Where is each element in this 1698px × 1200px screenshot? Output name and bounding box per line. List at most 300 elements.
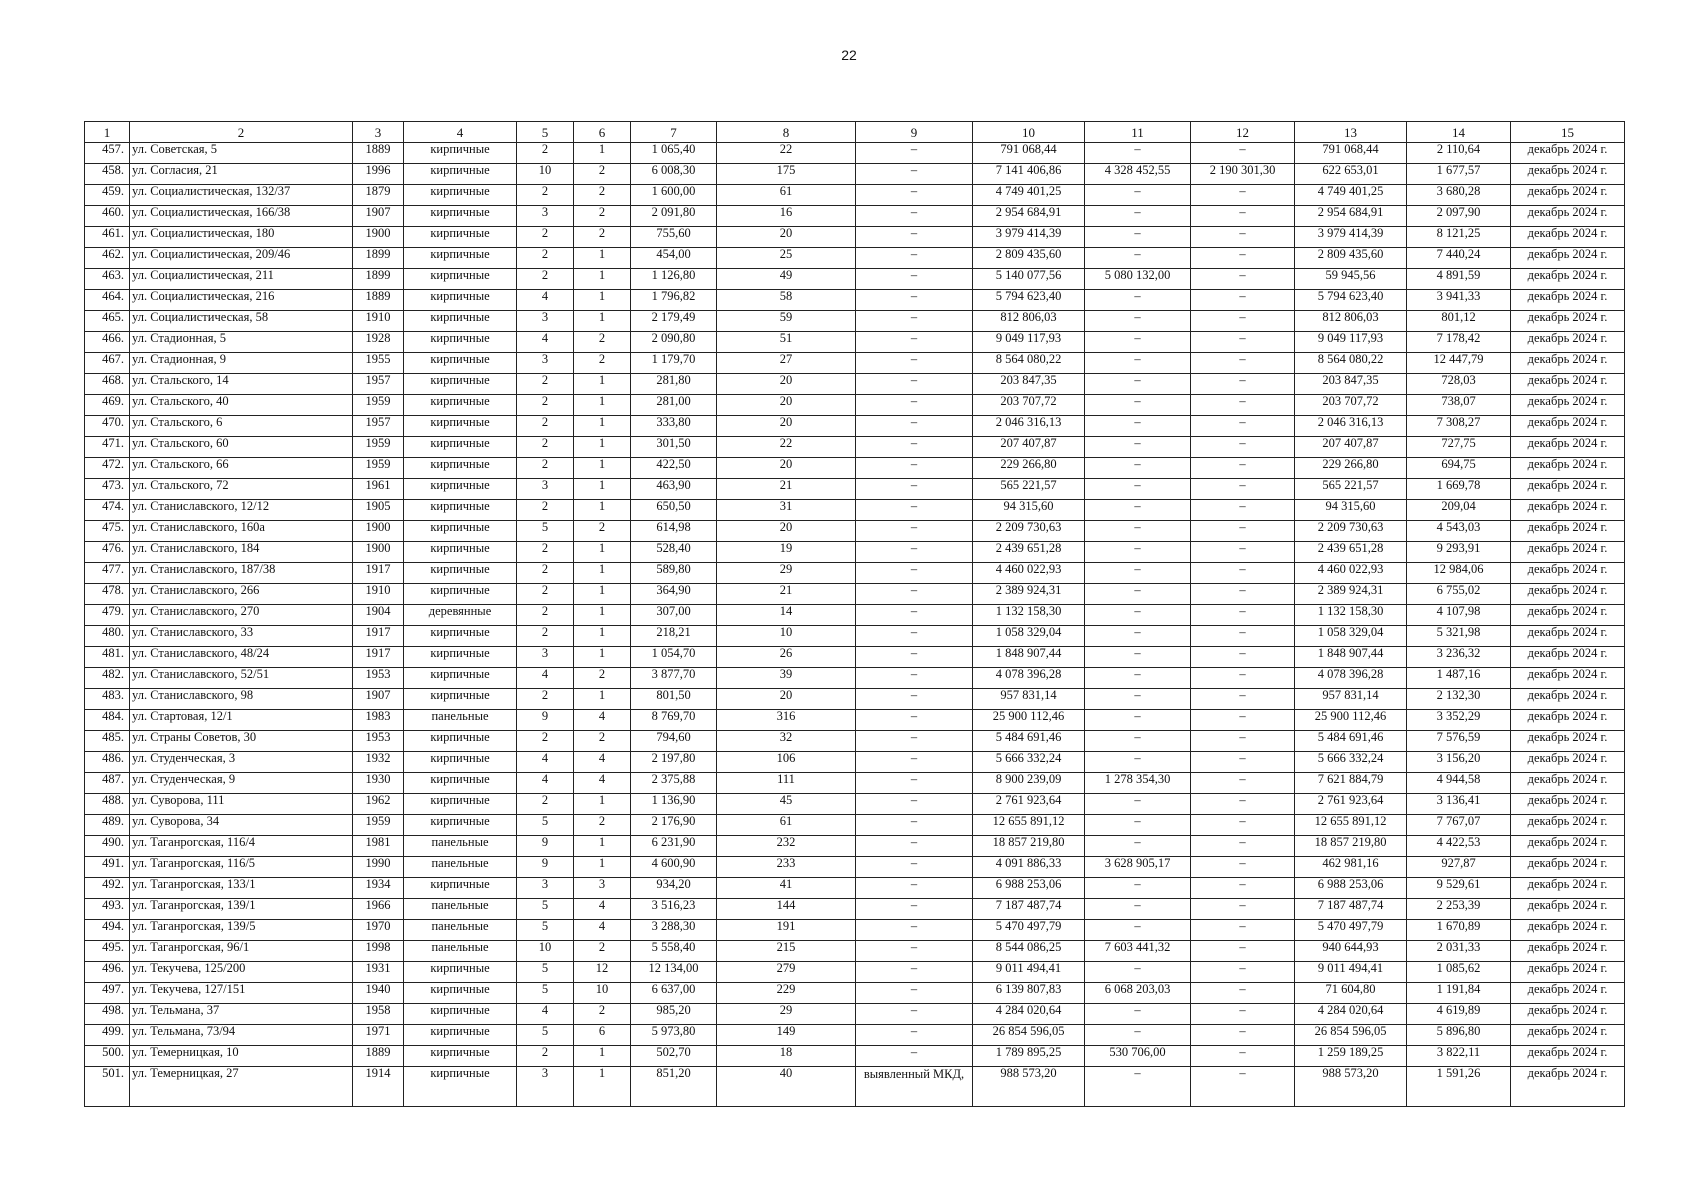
table-cell-col-13: 622 653,01: [1295, 164, 1407, 185]
column-header-8: 8: [717, 122, 856, 143]
column-header-2: 2: [130, 122, 353, 143]
table-row: [85, 857, 1625, 878]
table-cell-col-5: 5: [517, 920, 574, 941]
table-cell-col-2: ул. Стальского, 40: [130, 395, 353, 416]
table-row: [85, 941, 1625, 962]
column-header-14: 14: [1407, 122, 1511, 143]
table-cell-col-4: кирпичные: [404, 143, 517, 164]
table-cell-col-9: –: [856, 458, 973, 479]
table-cell-col-7: 6 637,00: [631, 983, 717, 1004]
table-cell-col-1: 474.: [85, 500, 130, 521]
table-cell-col-14: 1 591,26: [1407, 1067, 1511, 1107]
table-cell-col-3: 1917: [353, 647, 404, 668]
table-cell-col-12: –: [1191, 311, 1295, 332]
table-cell-col-14: 9 293,91: [1407, 542, 1511, 563]
table-cell-col-15: декабрь 2024 г.: [1511, 794, 1625, 815]
table-cell-col-6: 1: [574, 1067, 631, 1107]
table-cell-col-1: 475.: [85, 521, 130, 542]
table-cell-col-12: –: [1191, 269, 1295, 290]
table-cell-col-11: –: [1085, 605, 1191, 626]
table-cell-col-13: 12 655 891,12: [1295, 815, 1407, 836]
table-cell-col-13: 229 266,80: [1295, 458, 1407, 479]
table-cell-col-2: ул. Таганрогская, 116/4: [130, 836, 353, 857]
table-cell-col-2: ул. Станиславского, 98: [130, 689, 353, 710]
table-row: [85, 899, 1625, 920]
table-cell-col-2: ул. Стальского, 66: [130, 458, 353, 479]
table-cell-col-1: 501.: [85, 1067, 130, 1107]
table-cell-col-5: 5: [517, 815, 574, 836]
table-cell-col-7: 8 769,70: [631, 710, 717, 731]
table-cell-col-1: 473.: [85, 479, 130, 500]
table-cell-col-3: 1889: [353, 1046, 404, 1067]
table-cell-col-14: 3 352,29: [1407, 710, 1511, 731]
table-cell-col-11: –: [1085, 1067, 1191, 1107]
table-cell-col-6: 1: [574, 290, 631, 311]
table-cell-col-14: 209,04: [1407, 500, 1511, 521]
table-cell-col-5: 3: [517, 647, 574, 668]
table-cell-col-6: 2: [574, 1004, 631, 1025]
table-cell-col-8: 233: [717, 857, 856, 878]
table-cell-col-4: кирпичные: [404, 437, 517, 458]
table-cell-col-15: декабрь 2024 г.: [1511, 353, 1625, 374]
table-cell-col-2: ул. Тельмана, 73/94: [130, 1025, 353, 1046]
table-cell-col-10: 2 761 923,64: [973, 794, 1085, 815]
table-cell-col-2: ул. Стартовая, 12/1: [130, 710, 353, 731]
table-cell-col-8: 26: [717, 647, 856, 668]
table-cell-col-3: 1998: [353, 941, 404, 962]
table-cell-col-5: 2: [517, 227, 574, 248]
table-cell-col-10: 8 544 086,25: [973, 941, 1085, 962]
column-header-7: 7: [631, 122, 717, 143]
table-cell-col-11: –: [1085, 689, 1191, 710]
table-cell-col-13: 957 831,14: [1295, 689, 1407, 710]
table-cell-col-11: –: [1085, 584, 1191, 605]
table-cell-col-5: 4: [517, 332, 574, 353]
table-cell-col-14: 12 447,79: [1407, 353, 1511, 374]
table-cell-col-9: –: [856, 542, 973, 563]
table-cell-col-4: деревянные: [404, 605, 517, 626]
table-cell-col-12: –: [1191, 584, 1295, 605]
table-cell-col-1: 497.: [85, 983, 130, 1004]
column-header-5: 5: [517, 122, 574, 143]
table-cell-col-1: 498.: [85, 1004, 130, 1025]
table-cell-col-3: 1962: [353, 794, 404, 815]
table-cell-col-2: ул. Суворова, 34: [130, 815, 353, 836]
table-cell-col-15: декабрь 2024 г.: [1511, 437, 1625, 458]
table-cell-col-11: 5 080 132,00: [1085, 269, 1191, 290]
table-cell-col-13: 203 847,35: [1295, 374, 1407, 395]
table-cell-col-11: –: [1085, 920, 1191, 941]
table-row: [85, 164, 1625, 185]
table-cell-col-14: 3 236,32: [1407, 647, 1511, 668]
table-cell-col-5: 4: [517, 290, 574, 311]
table-cell-col-2: ул. Таганрогская, 139/1: [130, 899, 353, 920]
table-row: [85, 563, 1625, 584]
table-cell-col-15: декабрь 2024 г.: [1511, 479, 1625, 500]
table-cell-col-7: 794,60: [631, 731, 717, 752]
table-cell-col-10: 5 470 497,79: [973, 920, 1085, 941]
table-cell-col-4: кирпичные: [404, 521, 517, 542]
table-cell-col-13: 5 470 497,79: [1295, 920, 1407, 941]
table-cell-col-1: 485.: [85, 731, 130, 752]
table-cell-col-12: –: [1191, 647, 1295, 668]
table-cell-col-11: 530 706,00: [1085, 1046, 1191, 1067]
table-cell-col-13: 462 981,16: [1295, 857, 1407, 878]
table-cell-col-8: 10: [717, 626, 856, 647]
table-cell-col-15: декабрь 2024 г.: [1511, 836, 1625, 857]
table-cell-col-8: 51: [717, 332, 856, 353]
column-header-9: 9: [856, 122, 973, 143]
table-cell-col-8: 31: [717, 500, 856, 521]
table-cell-col-8: 21: [717, 479, 856, 500]
table-cell-col-2: ул. Социалистическая, 180: [130, 227, 353, 248]
table-cell-col-5: 5: [517, 521, 574, 542]
table-cell-col-7: 1 796,82: [631, 290, 717, 311]
table-cell-col-2: ул. Станиславского, 52/51: [130, 668, 353, 689]
table-cell-col-10: 229 266,80: [973, 458, 1085, 479]
table-cell-col-1: 478.: [85, 584, 130, 605]
table-cell-col-1: 488.: [85, 794, 130, 815]
table-cell-col-9: –: [856, 1025, 973, 1046]
table-cell-col-4: кирпичные: [404, 878, 517, 899]
table-cell-col-9: –: [856, 248, 973, 269]
table-cell-col-3: 1983: [353, 710, 404, 731]
table-cell-col-12: –: [1191, 689, 1295, 710]
table-cell-col-5: 9: [517, 836, 574, 857]
table-row: [85, 584, 1625, 605]
table-cell-col-2: ул. Советская, 5: [130, 143, 353, 164]
table-cell-col-3: 1889: [353, 290, 404, 311]
table-cell-col-7: 218,21: [631, 626, 717, 647]
table-cell-col-9: –: [856, 185, 973, 206]
table-cell-col-11: –: [1085, 710, 1191, 731]
table-cell-col-6: 12: [574, 962, 631, 983]
table-cell-col-8: 61: [717, 185, 856, 206]
table-cell-col-8: 175: [717, 164, 856, 185]
table-cell-col-12: –: [1191, 458, 1295, 479]
table-cell-col-14: 2 132,30: [1407, 689, 1511, 710]
table-cell-col-10: 2 046 316,13: [973, 416, 1085, 437]
table-cell-col-4: панельные: [404, 710, 517, 731]
table-cell-col-14: 727,75: [1407, 437, 1511, 458]
table-cell-col-8: 39: [717, 668, 856, 689]
table-cell-col-15: декабрь 2024 г.: [1511, 395, 1625, 416]
table-cell-col-13: 3 979 414,39: [1295, 227, 1407, 248]
table-cell-col-14: 5 321,98: [1407, 626, 1511, 647]
table-cell-col-2: ул. Текучева, 125/200: [130, 962, 353, 983]
table-cell-col-1: 479.: [85, 605, 130, 626]
table-cell-col-4: кирпичные: [404, 374, 517, 395]
table-cell-col-15: декабрь 2024 г.: [1511, 542, 1625, 563]
table-cell-col-15: декабрь 2024 г.: [1511, 941, 1625, 962]
table-cell-col-4: кирпичные: [404, 815, 517, 836]
table-row: [85, 248, 1625, 269]
table-cell-col-9: –: [856, 647, 973, 668]
table-cell-col-1: 467.: [85, 353, 130, 374]
table-cell-col-8: 29: [717, 1004, 856, 1025]
table-cell-col-2: ул. Согласия, 21: [130, 164, 353, 185]
table-cell-col-5: 2: [517, 731, 574, 752]
table-cell-col-10: 5 484 691,46: [973, 731, 1085, 752]
table-cell-col-7: 5 973,80: [631, 1025, 717, 1046]
table-cell-col-14: 4 891,59: [1407, 269, 1511, 290]
table-cell-col-10: 6 988 253,06: [973, 878, 1085, 899]
table-cell-col-13: 940 644,93: [1295, 941, 1407, 962]
table-cell-col-2: ул. Социалистическая, 211: [130, 269, 353, 290]
table-cell-col-13: 9 011 494,41: [1295, 962, 1407, 983]
table-cell-col-6: 2: [574, 164, 631, 185]
table-cell-col-12: –: [1191, 941, 1295, 962]
table-cell-col-5: 9: [517, 857, 574, 878]
table-cell-col-11: –: [1085, 227, 1191, 248]
table-cell-col-6: 1: [574, 563, 631, 584]
table-cell-col-10: 7 187 487,74: [973, 899, 1085, 920]
table-cell-col-13: 5 484 691,46: [1295, 731, 1407, 752]
table-cell-col-11: –: [1085, 731, 1191, 752]
table-cell-col-2: ул. Стальского, 14: [130, 374, 353, 395]
table-cell-col-3: 1970: [353, 920, 404, 941]
table-cell-col-2: ул. Социалистическая, 166/38: [130, 206, 353, 227]
table-cell-col-1: 483.: [85, 689, 130, 710]
table-cell-col-15: декабрь 2024 г.: [1511, 815, 1625, 836]
table-cell-col-13: 2 439 651,28: [1295, 542, 1407, 563]
table-cell-col-7: 650,50: [631, 500, 717, 521]
table-row: [85, 1025, 1625, 1046]
table-cell-col-15: декабрь 2024 г.: [1511, 563, 1625, 584]
table-cell-col-3: 1955: [353, 353, 404, 374]
table-cell-col-1: 482.: [85, 668, 130, 689]
table-cell-col-4: кирпичные: [404, 542, 517, 563]
table-cell-col-3: 1900: [353, 227, 404, 248]
table-cell-col-13: 71 604,80: [1295, 983, 1407, 1004]
table-cell-col-3: 1958: [353, 1004, 404, 1025]
table-cell-col-12: –: [1191, 542, 1295, 563]
table-cell-col-7: 364,90: [631, 584, 717, 605]
table-cell-col-3: 1905: [353, 500, 404, 521]
table-cell-col-12: –: [1191, 983, 1295, 1004]
table-cell-col-13: 26 854 596,05: [1295, 1025, 1407, 1046]
table-cell-col-9: выявленный МКД,: [856, 1067, 973, 1107]
table-cell-col-2: ул. Текучева, 127/151: [130, 983, 353, 1004]
table-cell-col-9: –: [856, 353, 973, 374]
table-cell-col-14: 7 440,24: [1407, 248, 1511, 269]
table-cell-col-9: –: [856, 941, 973, 962]
table-cell-col-15: декабрь 2024 г.: [1511, 500, 1625, 521]
table-cell-col-6: 3: [574, 878, 631, 899]
table-cell-col-15: декабрь 2024 г.: [1511, 899, 1625, 920]
table-cell-col-2: ул. Страны Советов, 30: [130, 731, 353, 752]
table-cell-col-14: 8 121,25: [1407, 227, 1511, 248]
table-cell-col-12: –: [1191, 521, 1295, 542]
table-cell-col-2: ул. Темерницкая, 27: [130, 1067, 353, 1107]
table-cell-col-10: 2 809 435,60: [973, 248, 1085, 269]
table-cell-col-10: 94 315,60: [973, 500, 1085, 521]
table-cell-col-10: 4 091 886,33: [973, 857, 1085, 878]
table-cell-col-3: 1966: [353, 899, 404, 920]
table-cell-col-13: 1 132 158,30: [1295, 605, 1407, 626]
table-cell-col-10: 812 806,03: [973, 311, 1085, 332]
table-cell-col-10: 4 078 396,28: [973, 668, 1085, 689]
table-cell-col-8: 149: [717, 1025, 856, 1046]
table-cell-col-4: панельные: [404, 920, 517, 941]
table-cell-col-8: 18: [717, 1046, 856, 1067]
table-cell-col-8: 59: [717, 311, 856, 332]
table-cell-col-12: –: [1191, 206, 1295, 227]
table-cell-col-12: –: [1191, 731, 1295, 752]
table-cell-col-3: 1981: [353, 836, 404, 857]
table-cell-col-2: ул. Социалистическая, 209/46: [130, 248, 353, 269]
table-cell-col-4: кирпичные: [404, 353, 517, 374]
table-cell-col-5: 5: [517, 899, 574, 920]
table-cell-col-9: –: [856, 710, 973, 731]
table-cell-col-6: 1: [574, 542, 631, 563]
table-cell-col-15: декабрь 2024 г.: [1511, 920, 1625, 941]
table-cell-col-13: 4 460 022,93: [1295, 563, 1407, 584]
table-cell-col-8: 14: [717, 605, 856, 626]
table-cell-col-12: –: [1191, 437, 1295, 458]
table-cell-col-5: 5: [517, 983, 574, 1004]
table-cell-col-8: 316: [717, 710, 856, 731]
table-cell-col-10: 5 140 077,56: [973, 269, 1085, 290]
table-cell-col-2: ул. Студенческая, 3: [130, 752, 353, 773]
table-cell-col-9: –: [856, 164, 973, 185]
table-row: [85, 143, 1625, 164]
table-cell-col-12: –: [1191, 500, 1295, 521]
table-row: [85, 437, 1625, 458]
table-cell-col-4: кирпичные: [404, 668, 517, 689]
table-cell-col-5: 2: [517, 1046, 574, 1067]
table-cell-col-10: 1 058 329,04: [973, 626, 1085, 647]
table-cell-col-2: ул. Станиславского, 33: [130, 626, 353, 647]
table-cell-col-13: 791 068,44: [1295, 143, 1407, 164]
table-cell-col-14: 2 110,64: [1407, 143, 1511, 164]
table-cell-col-5: 3: [517, 878, 574, 899]
table-cell-col-5: 2: [517, 395, 574, 416]
table-cell-col-12: –: [1191, 815, 1295, 836]
table-cell-col-5: 10: [517, 941, 574, 962]
table-cell-col-7: 307,00: [631, 605, 717, 626]
table-cell-col-9: –: [856, 794, 973, 815]
table-cell-col-11: –: [1085, 962, 1191, 983]
table-cell-col-1: 459.: [85, 185, 130, 206]
table-cell-col-7: 301,50: [631, 437, 717, 458]
table-cell-col-5: 3: [517, 1067, 574, 1107]
table-cell-col-6: 4: [574, 752, 631, 773]
table-cell-col-6: 1: [574, 689, 631, 710]
table-cell-col-8: 20: [717, 416, 856, 437]
table-cell-col-12: –: [1191, 920, 1295, 941]
table-cell-col-9: –: [856, 668, 973, 689]
table-cell-col-1: 494.: [85, 920, 130, 941]
table-cell-col-1: 477.: [85, 563, 130, 584]
table-cell-col-11: –: [1085, 143, 1191, 164]
table-cell-col-15: декабрь 2024 г.: [1511, 164, 1625, 185]
table-cell-col-1: 481.: [85, 647, 130, 668]
table-row: [85, 710, 1625, 731]
column-header-4: 4: [404, 122, 517, 143]
table-cell-col-10: 791 068,44: [973, 143, 1085, 164]
table-cell-col-9: –: [856, 752, 973, 773]
table-cell-col-9: –: [856, 395, 973, 416]
table-cell-col-4: кирпичные: [404, 794, 517, 815]
table-cell-col-6: 1: [574, 479, 631, 500]
table-cell-col-12: –: [1191, 794, 1295, 815]
table-cell-col-8: 22: [717, 437, 856, 458]
table-cell-col-2: ул. Темерницкая, 10: [130, 1046, 353, 1067]
table-cell-col-11: –: [1085, 1025, 1191, 1046]
table-cell-col-12: –: [1191, 1046, 1295, 1067]
table-cell-col-1: 463.: [85, 269, 130, 290]
table-cell-col-3: 1959: [353, 815, 404, 836]
table-cell-col-4: кирпичные: [404, 647, 517, 668]
table-cell-col-6: 6: [574, 1025, 631, 1046]
table-cell-col-15: декабрь 2024 г.: [1511, 857, 1625, 878]
table-cell-col-3: 1917: [353, 626, 404, 647]
table-cell-col-3: 1931: [353, 962, 404, 983]
table-cell-col-5: 3: [517, 206, 574, 227]
table-cell-col-11: –: [1085, 626, 1191, 647]
table-cell-col-11: –: [1085, 836, 1191, 857]
table-cell-col-1: 461.: [85, 227, 130, 248]
table-cell-col-6: 1: [574, 1046, 631, 1067]
table-cell-col-4: кирпичные: [404, 1067, 517, 1107]
table-cell-col-4: кирпичные: [404, 584, 517, 605]
table-cell-col-14: 4 107,98: [1407, 605, 1511, 626]
table-cell-col-7: 2 375,88: [631, 773, 717, 794]
table-row: [85, 374, 1625, 395]
table-cell-col-7: 755,60: [631, 227, 717, 248]
table-cell-col-7: 3 516,23: [631, 899, 717, 920]
table-cell-col-10: 5 794 623,40: [973, 290, 1085, 311]
table-row: [85, 752, 1625, 773]
table-row: [85, 1004, 1625, 1025]
table-row: [85, 311, 1625, 332]
table-cell-col-1: 480.: [85, 626, 130, 647]
table-cell-col-10: 7 141 406,86: [973, 164, 1085, 185]
table-cell-col-7: 1 065,40: [631, 143, 717, 164]
data-table: [84, 121, 1625, 1107]
table-cell-col-4: кирпичные: [404, 164, 517, 185]
column-header-12: 12: [1191, 122, 1295, 143]
table-cell-col-6: 10: [574, 983, 631, 1004]
table-cell-col-4: кирпичные: [404, 563, 517, 584]
table-cell-col-14: 7 767,07: [1407, 815, 1511, 836]
table-cell-col-1: 490.: [85, 836, 130, 857]
table-cell-col-14: 694,75: [1407, 458, 1511, 479]
table-cell-col-13: 9 049 117,93: [1295, 332, 1407, 353]
table-cell-col-11: –: [1085, 668, 1191, 689]
table-cell-col-6: 1: [574, 416, 631, 437]
table-cell-col-14: 1 677,57: [1407, 164, 1511, 185]
table-cell-col-5: 2: [517, 458, 574, 479]
table-cell-col-4: кирпичные: [404, 731, 517, 752]
table-cell-col-7: 3 288,30: [631, 920, 717, 941]
table-cell-col-5: 2: [517, 374, 574, 395]
table-cell-col-5: 5: [517, 1025, 574, 1046]
table-cell-col-5: 2: [517, 416, 574, 437]
table-cell-col-7: 589,80: [631, 563, 717, 584]
table-cell-col-9: –: [856, 437, 973, 458]
table-cell-col-5: 3: [517, 353, 574, 374]
table-cell-col-4: кирпичные: [404, 227, 517, 248]
table-cell-col-12: –: [1191, 185, 1295, 206]
table-cell-col-4: панельные: [404, 899, 517, 920]
table-cell-col-15: декабрь 2024 г.: [1511, 878, 1625, 899]
table-cell-col-1: 460.: [85, 206, 130, 227]
table-cell-col-15: декабрь 2024 г.: [1511, 311, 1625, 332]
table-cell-col-15: декабрь 2024 г.: [1511, 143, 1625, 164]
table-cell-col-15: декабрь 2024 г.: [1511, 1025, 1625, 1046]
